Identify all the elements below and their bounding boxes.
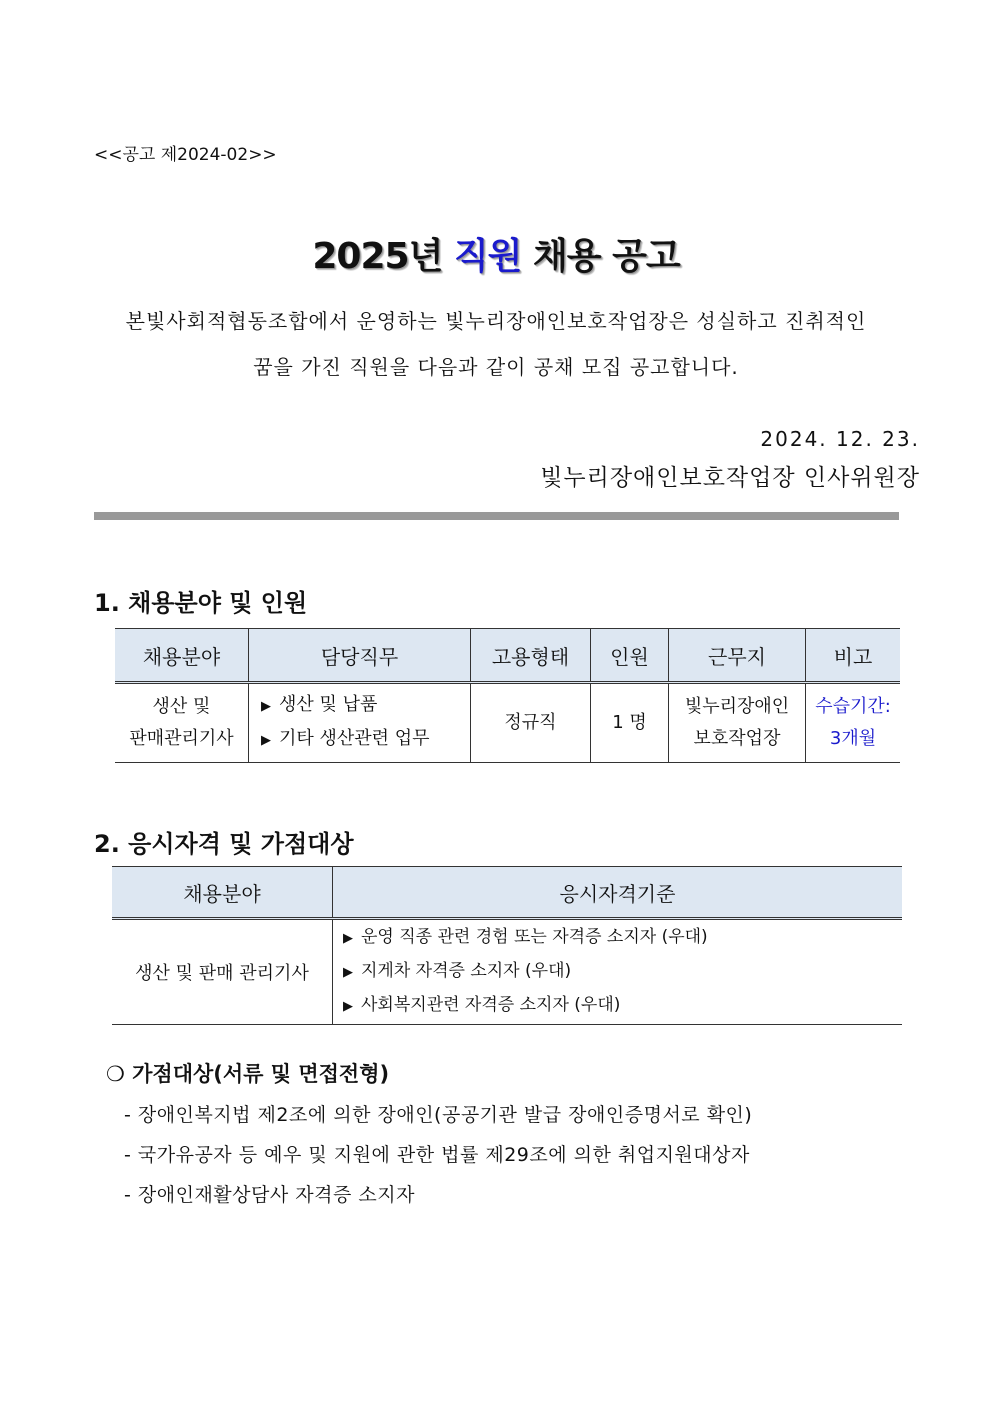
col-header-employment: 고용형태: [471, 629, 591, 683]
list-item: - 장애인복지법 제2조에 의한 장애인(공공기관 발급 장애인증명서로 확인): [124, 1104, 753, 1126]
col-header-location: 근무지: [669, 629, 806, 683]
col-header-note: 비고: [806, 629, 901, 683]
title-post: 채용 공고: [521, 236, 680, 277]
divider: [94, 512, 899, 520]
intro-line-2: 꿈을 가진 직원을 다음과 같이 공채 모집 공고합니다.: [253, 355, 739, 379]
cell-headcount: 1 명: [591, 683, 669, 763]
page-title: [0, 228, 992, 279]
list-item: ▶ 사회복지관련 자격증 소지자 (우대): [343, 995, 621, 1015]
recruitment-table: [115, 628, 900, 763]
cell-location: 빛누리장애인 보호작업장: [669, 683, 806, 763]
bullet-triangle-icon: ▶: [261, 699, 271, 714]
table-row: [112, 919, 902, 1025]
issuer: 빛누리장애인보호작업장 인사위원장: [540, 465, 920, 491]
col-header-headcount: 인원: [591, 629, 669, 683]
title-pre: 2025년: [312, 236, 454, 277]
list-item: ▶ 운영 직종 관련 경험 또는 자격증 소지자 (우대): [343, 927, 708, 947]
notice-date: 2024. 12. 23.: [760, 427, 920, 451]
cell-criteria: [333, 919, 903, 1025]
bullet-triangle-icon: ▶: [343, 931, 353, 946]
notice-number: <<공고 제2024-02>>: [94, 145, 277, 165]
cell-employment: 정규직: [471, 683, 591, 763]
cell-field: 생산 및 판매 관리기사: [112, 919, 333, 1025]
section-2-heading: 2. 응시자격 및 가점대상: [94, 830, 354, 858]
bonus-heading: ❍ 가점대상(서류 및 면접전형): [106, 1062, 390, 1086]
list-item: ▶ 지게차 자격증 소지자 (우대): [343, 961, 572, 981]
col-header-criteria: 응시자격기준: [333, 867, 903, 919]
bullet-triangle-icon: ▶: [261, 733, 271, 748]
cell-field: 생산 및 판매관리기사: [115, 683, 249, 763]
section-1-heading: 1. 채용분야 및 인원: [94, 589, 308, 617]
col-header-field: 채용분야: [112, 867, 333, 919]
col-header-duty: 담당직무: [249, 629, 471, 683]
title-highlight: 직원: [453, 236, 522, 277]
bullet-triangle-icon: ▶: [343, 965, 353, 980]
qualification-table: [112, 866, 902, 1025]
intro-line-1: 본빛사회적협동조합에서 운영하는 빛누리장애인보호작업장은 성실하고 진취적인: [125, 309, 867, 333]
list-item: - 국가유공자 등 예우 및 지원에 관한 법률 제29조에 의한 취업지원대상자: [124, 1144, 750, 1166]
list-item: - 장애인재활상담사 자격증 소지자: [124, 1184, 415, 1206]
bullet-triangle-icon: ▶: [343, 999, 353, 1014]
col-header-field: 채용분야: [115, 629, 249, 683]
cell-note: 수습기간: 3개월: [806, 683, 901, 763]
table-row: [115, 683, 900, 763]
cell-duty: ▶ 생산 및 납품 ▶ 기타 생산관련 업무: [249, 683, 471, 763]
